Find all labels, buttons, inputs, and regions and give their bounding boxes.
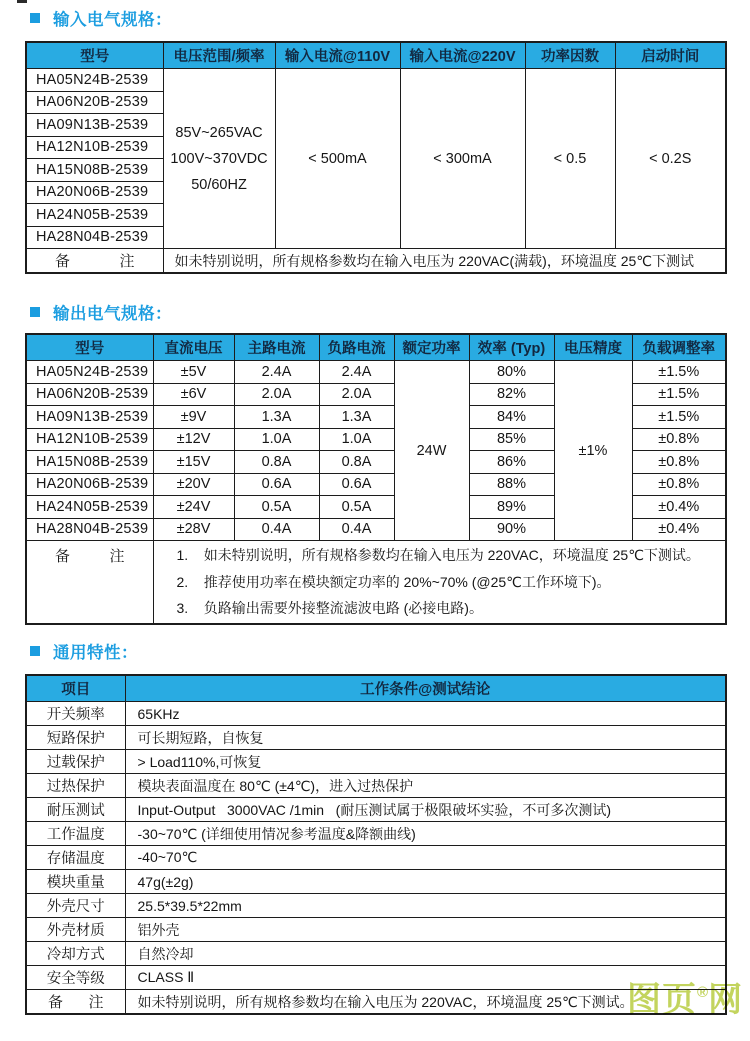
load-regulation-cell: ±1.5%: [632, 383, 726, 406]
main-current-cell: 0.6A: [234, 473, 319, 496]
item-cell: 耐压测试: [26, 798, 125, 822]
output-spec-table: [25, 333, 727, 625]
efficiency-cell: 89%: [469, 496, 554, 519]
section-title-text: 输入电气规格：: [53, 11, 172, 29]
note-label-char: 注: [119, 253, 135, 270]
dc-voltage-cell: ±28V: [153, 518, 234, 541]
note-label-char: 注: [88, 994, 104, 1011]
table-row: [26, 798, 726, 822]
watermark-text: 网: [708, 981, 744, 1019]
load-regulation-cell: ±0.8%: [632, 451, 726, 474]
table-row: [26, 966, 726, 990]
value-cell: 25.5*39.5*22mm: [125, 894, 726, 918]
table-row: [26, 870, 726, 894]
section-title-text: 输出电气规格：: [53, 305, 172, 323]
main-current-cell: 1.0A: [234, 428, 319, 451]
note-label-cell: [26, 990, 125, 1015]
load-regulation-cell: ±0.8%: [632, 473, 726, 496]
main-current-cell: 2.0A: [234, 383, 319, 406]
value-cell: Input-Output 3000VAC /1min (耐压测试属于极限破坏实验，不可多次测试): [125, 798, 726, 822]
note-line: 3. 负路输出需要外接整流滤波电路 (必接电路)。: [176, 600, 483, 616]
dc-voltage-cell: ±12V: [153, 428, 234, 451]
efficiency-cell: 86%: [469, 451, 554, 474]
model-cell: HA09N13B-2539: [26, 114, 163, 137]
item-cell: 模块重量: [26, 870, 125, 894]
model-cell: HA09N13B-2539: [26, 406, 153, 429]
col-header-item: 项目: [26, 675, 125, 702]
section-title-text: 通用特性：: [53, 644, 138, 662]
registered-trademark-icon: ®: [697, 984, 709, 1001]
table-row: [26, 726, 726, 750]
model-cell: HA15N08B-2539: [26, 451, 153, 474]
neg-current-cell: 1.0A: [319, 428, 394, 451]
model-cell: HA05N24B-2539: [26, 361, 153, 384]
table-row: [26, 361, 726, 384]
neg-current-cell: 0.5A: [319, 496, 394, 519]
col-header-neg-current: 负路电流: [319, 334, 394, 361]
table-row: [26, 702, 726, 726]
voltage-precision-cell: ±1%: [554, 361, 632, 541]
model-cell: HA05N24B-2539: [26, 69, 163, 92]
value-cell: -30~70℃ (详细使用情况参考温度&降额曲线): [125, 822, 726, 846]
section-title-output-specs: [30, 300, 172, 324]
model-cell: HA28N04B-2539: [26, 226, 163, 249]
efficiency-cell: 80%: [469, 361, 554, 384]
note-label-cell: [26, 541, 153, 624]
note-line: 2. 推荐使用功率在模块额定功率的 20%~70% (@25℃工作环境下)。: [176, 573, 611, 590]
item-cell: 短路保护: [26, 726, 125, 750]
model-cell: HA20N06B-2539: [26, 473, 153, 496]
value-cell: 铝外壳: [125, 918, 726, 942]
col-header-power-factor: 功率因数: [525, 42, 615, 69]
voltage-range-line: 50/60HZ: [191, 176, 247, 193]
table-header-row: [26, 42, 726, 69]
load-regulation-cell: ±0.8%: [632, 428, 726, 451]
model-cell: HA06N20B-2539: [26, 91, 163, 114]
main-current-cell: 0.8A: [234, 451, 319, 474]
model-cell: HA06N20B-2539: [26, 383, 153, 406]
current-220v-cell: < 300mA: [400, 69, 525, 249]
note-line: 1. 如未特别说明，所有规格参数均在输入电压为 220VAC，环境温度 25℃下测试。: [176, 547, 700, 563]
load-regulation-cell: ±0.4%: [632, 518, 726, 541]
col-header-model: 型号: [26, 334, 153, 361]
table-row: [26, 69, 726, 92]
note-label-char: 备: [48, 994, 64, 1011]
square-bullet-icon: [30, 646, 40, 656]
dc-voltage-cell: ±6V: [153, 383, 234, 406]
item-cell: 工作温度: [26, 822, 125, 846]
load-regulation-cell: ±0.4%: [632, 496, 726, 519]
value-cell: CLASS Ⅱ: [125, 966, 726, 990]
startup-time-cell: < 0.2S: [615, 69, 726, 249]
table-row: [26, 774, 726, 798]
col-header-conditions: 工作条件@测试结论: [125, 675, 726, 702]
section-title-general: [30, 639, 138, 663]
general-characteristics-table: [25, 674, 727, 1015]
voltage-range-line: 100V~370VDC: [170, 150, 268, 167]
note-label-char: 注: [109, 548, 125, 565]
note-row: [26, 541, 726, 624]
col-header-startup-time: 启动时间: [615, 42, 726, 69]
input-spec-table: [25, 41, 727, 274]
note-text-cell: 如未特别说明，所有规格参数均在输入电压为 220VAC，环境温度 25℃下测试。: [125, 990, 726, 1015]
model-cell: HA12N10B-2539: [26, 428, 153, 451]
table-row: [26, 846, 726, 870]
efficiency-cell: 85%: [469, 428, 554, 451]
note-row: [26, 249, 726, 274]
note-row: [26, 990, 726, 1015]
col-header-rated-power: 额定功率: [394, 334, 469, 361]
main-current-cell: 1.3A: [234, 406, 319, 429]
model-cell: HA24N05B-2539: [26, 496, 153, 519]
col-header-current-110v: 输入电流@110V: [275, 42, 400, 69]
main-current-cell: 2.4A: [234, 361, 319, 384]
neg-current-cell: 0.6A: [319, 473, 394, 496]
col-header-efficiency: 效率 (Typ): [469, 334, 554, 361]
col-header-dc-voltage: 直流电压: [153, 334, 234, 361]
dc-voltage-cell: ±5V: [153, 361, 234, 384]
notes-text-cell: [153, 541, 726, 624]
item-cell: 过热保护: [26, 774, 125, 798]
col-header-voltage-precision: 电压精度: [554, 334, 632, 361]
item-cell: 冷却方式: [26, 942, 125, 966]
load-regulation-cell: ±1.5%: [632, 361, 726, 384]
item-cell: 存储温度: [26, 846, 125, 870]
voltage-range-cell: [163, 69, 275, 249]
col-header-load-regulation: 负载调整率: [632, 334, 726, 361]
neg-current-cell: 2.0A: [319, 383, 394, 406]
model-cell: HA15N08B-2539: [26, 159, 163, 182]
dc-voltage-cell: ±9V: [153, 406, 234, 429]
dc-voltage-cell: ±24V: [153, 496, 234, 519]
neg-current-cell: 0.8A: [319, 451, 394, 474]
efficiency-cell: 84%: [469, 406, 554, 429]
item-cell: 安全等级: [26, 966, 125, 990]
model-cell: HA20N06B-2539: [26, 181, 163, 204]
table-row: [26, 894, 726, 918]
section-title-input-specs: [30, 6, 172, 30]
table-row: [26, 942, 726, 966]
item-cell: 外壳材质: [26, 918, 125, 942]
note-text-cell: 如未特别说明，所有规格参数均在输入电压为 220VAC(满载)，环境温度 25℃下测试: [163, 249, 726, 274]
voltage-range-line: 85V~265VAC: [175, 124, 263, 141]
value-cell: -40~70℃: [125, 846, 726, 870]
power-factor-cell: < 0.5: [525, 69, 615, 249]
item-cell: 外壳尺寸: [26, 894, 125, 918]
note-label-char: 备: [55, 548, 71, 565]
value-cell: 自然冷却: [125, 942, 726, 966]
dc-voltage-cell: ±20V: [153, 473, 234, 496]
main-current-cell: 0.4A: [234, 518, 319, 541]
efficiency-cell: 90%: [469, 518, 554, 541]
table-row: [26, 918, 726, 942]
model-cell: HA24N05B-2539: [26, 204, 163, 227]
efficiency-cell: 88%: [469, 473, 554, 496]
col-header-main-current: 主路电流: [234, 334, 319, 361]
square-bullet-icon: [30, 13, 40, 23]
table-header-row: [26, 334, 726, 361]
note-label-char: 备: [55, 253, 71, 270]
rated-power-cell: 24W: [394, 361, 469, 541]
value-cell: 模块表面温度在 80℃ (±4℃)，进入过热保护: [125, 774, 726, 798]
model-cell: HA28N04B-2539: [26, 518, 153, 541]
neg-current-cell: 2.4A: [319, 361, 394, 384]
neg-current-cell: 0.4A: [319, 518, 394, 541]
cropped-edge-artifact: [17, 0, 27, 3]
watermark-logo: [627, 980, 743, 1021]
col-header-voltage-range: 电压范围/频率: [163, 42, 275, 69]
table-row: [26, 750, 726, 774]
item-cell: 过载保护: [26, 750, 125, 774]
value-cell: 65KHz: [125, 702, 726, 726]
watermark-text: 图页: [627, 981, 697, 1019]
table-header-row: [26, 675, 726, 702]
value-cell: 47g(±2g): [125, 870, 726, 894]
col-header-current-220v: 输入电流@220V: [400, 42, 525, 69]
model-cell: HA12N10B-2539: [26, 136, 163, 159]
col-header-model: 型号: [26, 42, 163, 69]
dc-voltage-cell: ±15V: [153, 451, 234, 474]
current-110v-cell: < 500mA: [275, 69, 400, 249]
note-label-cell: [26, 249, 163, 274]
value-cell: 可长期短路，自恢复: [125, 726, 726, 750]
value-cell: > Load110%,可恢复: [125, 750, 726, 774]
main-current-cell: 0.5A: [234, 496, 319, 519]
item-cell: 开关频率: [26, 702, 125, 726]
efficiency-cell: 82%: [469, 383, 554, 406]
load-regulation-cell: ±1.5%: [632, 406, 726, 429]
square-bullet-icon: [30, 307, 40, 317]
table-row: [26, 822, 726, 846]
neg-current-cell: 1.3A: [319, 406, 394, 429]
